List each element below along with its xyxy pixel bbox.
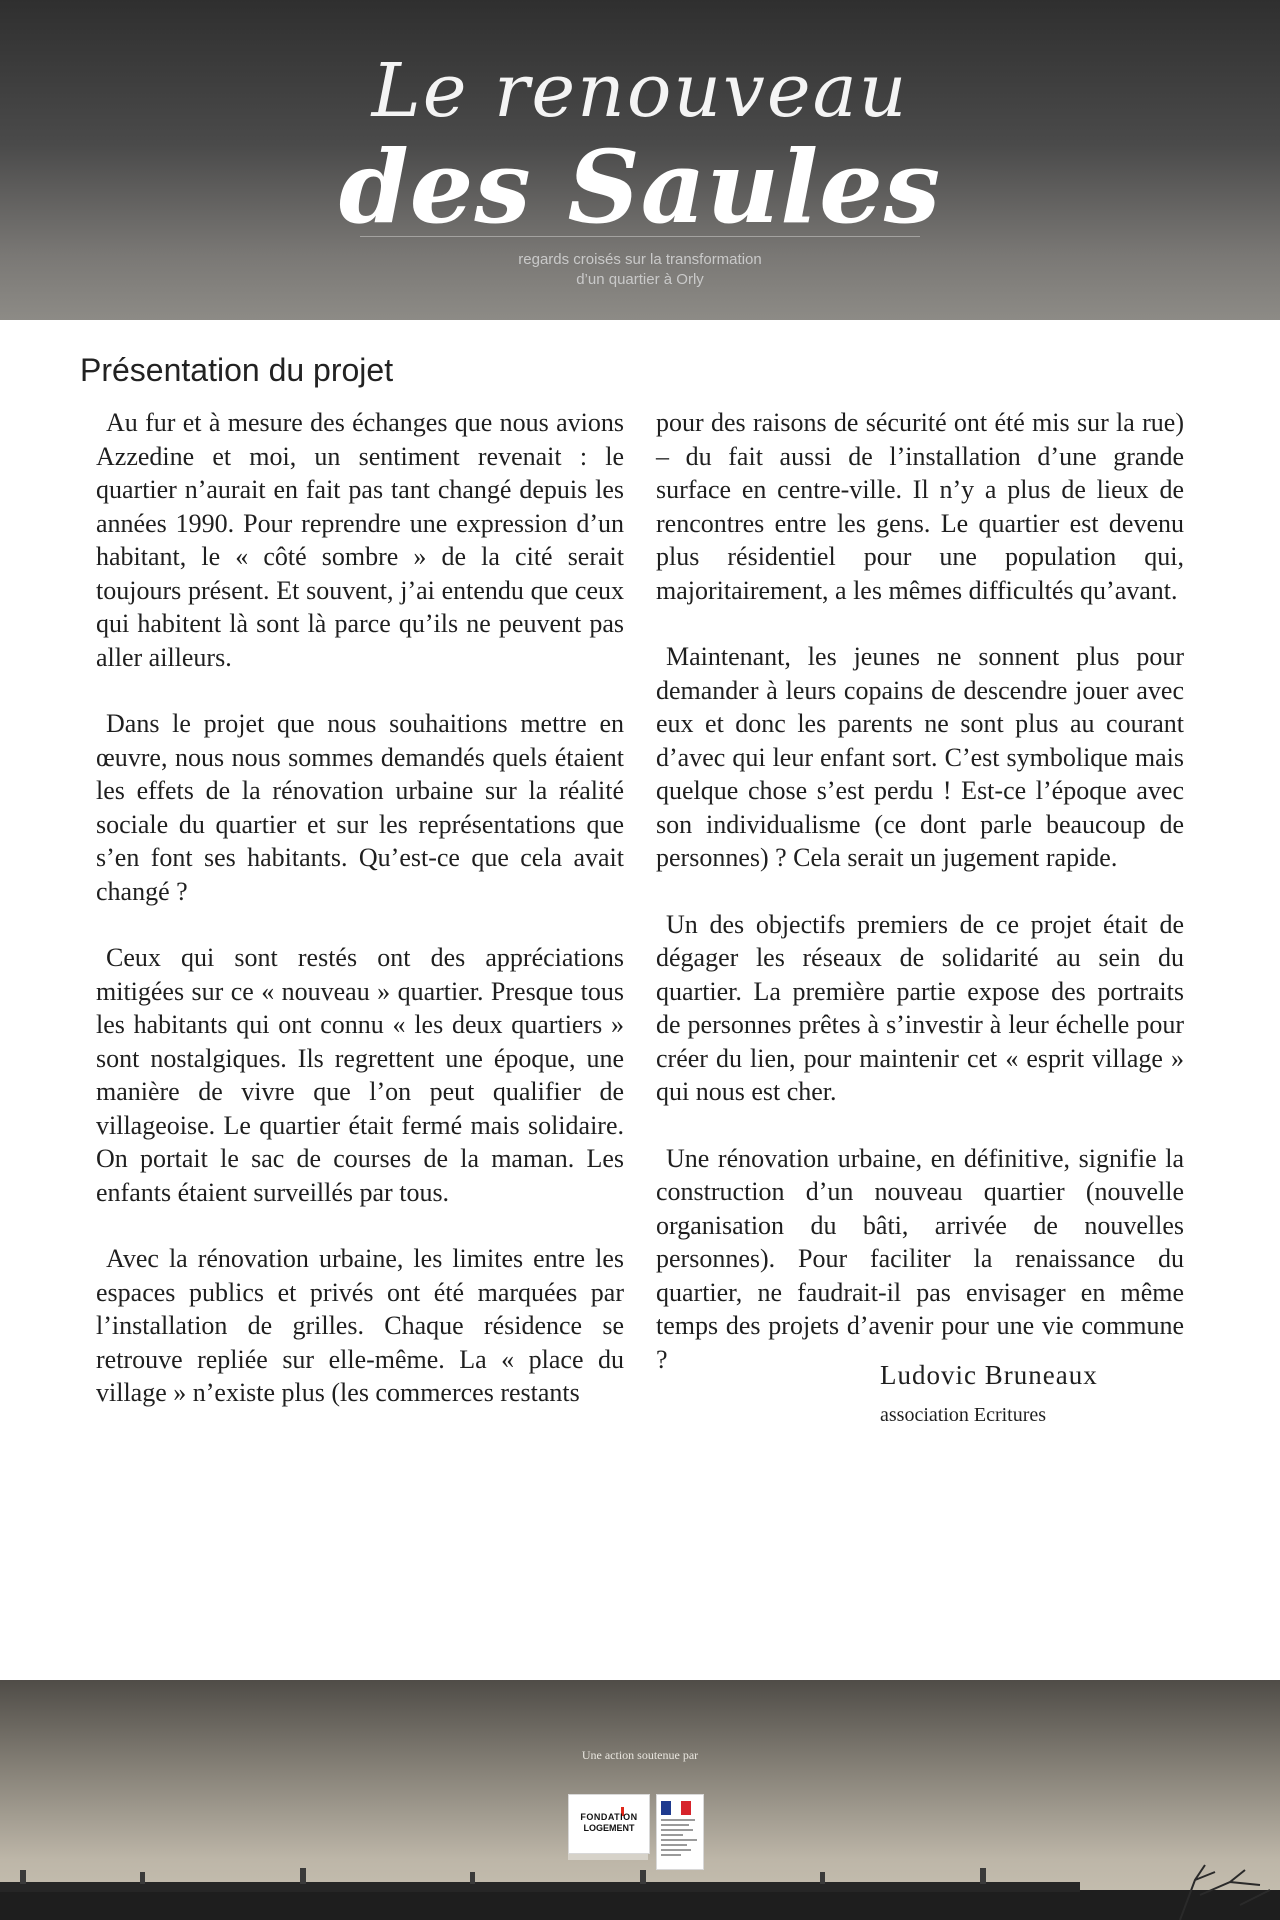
- paragraph: Maintenant, les jeunes ne sonnent plus pour demander à leurs copains de descendre jouer avec eux et donc les parents ne sont plus au courant d’avec qui leur enfant sort. C’est symbolique mais quelque chose s’est perdu ! Est-ce l’époque avec son individualisme (ce dont parle beaucoup de personnes) ? Cela serait un jugement rapide.: [656, 642, 1184, 872]
- subtitle-line-1: regards croisés sur la transformation: [518, 251, 762, 268]
- support-text: Une action soutenue par: [581, 1748, 699, 1762]
- header-banner: [0, 0, 1280, 320]
- paragraph: Une rénovation urbaine, en définitive, signifie la construction d’un nouveau quartier (nouvelle organisation du bâti, arrivée de nouvelles personnes). Pour faciliter la renaissance du quartier, ne faudrait-il pas envisager en même temps des projets d’avenir pour une vie commune ?: [656, 1143, 1184, 1374]
- left-column: [96, 406, 624, 1443]
- subtitle: [0, 250, 1280, 290]
- logo-text-line-1: FONDATION: [580, 1812, 638, 1822]
- fondation-logement-logo: [568, 1794, 650, 1854]
- ministry-text-lines: [661, 1819, 699, 1865]
- paragraph: Ceux qui sont restés ont des appréciations mitigées sur ce « nouveau » quartier. Presque tous les habitants qui ont connu « les deux quartiers » sont nostalgiques. Ils regrettent une époque, une manière de vivre que l’on peut qualifier de villageoise. Le quartier était fermé mais solidaire. On portait le sac de courses de la maman. Les enfants étaient surveillés par tous.: [96, 943, 624, 1207]
- logo-text-line-2: LOGEMENT: [583, 1823, 635, 1833]
- paragraph: Au fur et à mesure des échanges que nous avions Azzedine et moi, un sentiment revenait : le quartier n’aurait en fait pas tant changé depuis les années 1990. Pour reprendre une expression d’un habitant, le « côté sombre » de la cité serait toujours présent. Et souvent, j’ai entendu que ceux qui habitent là sont là parce qu’ils ne peuvent pas aller ailleurs.: [96, 408, 624, 672]
- signature-organization: association Ecritures: [880, 1404, 1047, 1426]
- french-flag-icon: [661, 1801, 691, 1815]
- subtitle-line-2: d’un quartier à Orly: [576, 271, 704, 288]
- signature-name: Ludovic Bruneaux: [880, 1360, 1098, 1390]
- right-column: [656, 406, 1184, 1409]
- paragraph: pour des raisons de sécurité ont été mis sur la rue) – du fait aussi de l’installation d’une grande surface en centre-ville. Il n’y a plus de lieux de rencontres entre les gens. Le quartier est devenu plus résidentiel pour une population qui, majoritairement, a les mêmes difficultés qu’avant.: [656, 408, 1184, 605]
- title-line-1: Le renouveau: [371, 48, 909, 134]
- paragraph: Un des objectifs premiers de ce projet était de dégager les réseaux de solidarité au sein du quartier. La première partie expose des portraits de personnes prêtes à s’investir à leur échelle pour créer du lien, pour maintenir cet « esprit village » qui nous est cher.: [656, 909, 1184, 1106]
- ministry-logo: [656, 1794, 704, 1870]
- footer: [0, 1680, 1280, 1920]
- section-heading: Présentation du projet: [80, 352, 394, 388]
- paragraph: Dans le projet que nous souhaitions mettre en œuvre, nous nous sommes demandés quels étaient les effets de la rénovation urbaine sur la réalité sociale du quartier et sur les représentations que s’en font ses habitants. Qu’est-ce que cela avait changé ?: [96, 709, 624, 906]
- title-divider: [360, 236, 920, 237]
- paragraph: Avec la rénovation urbaine, les limites entre les espaces publics et privés ont été marquées par l’installation de grilles. Chaque résidence se retrouve repliée sur elle-même. La « place du village » n’existe plus (les commerces restants: [96, 1244, 624, 1407]
- title-line-2: des Saules: [338, 128, 942, 246]
- building-skyline: [0, 1860, 1280, 1920]
